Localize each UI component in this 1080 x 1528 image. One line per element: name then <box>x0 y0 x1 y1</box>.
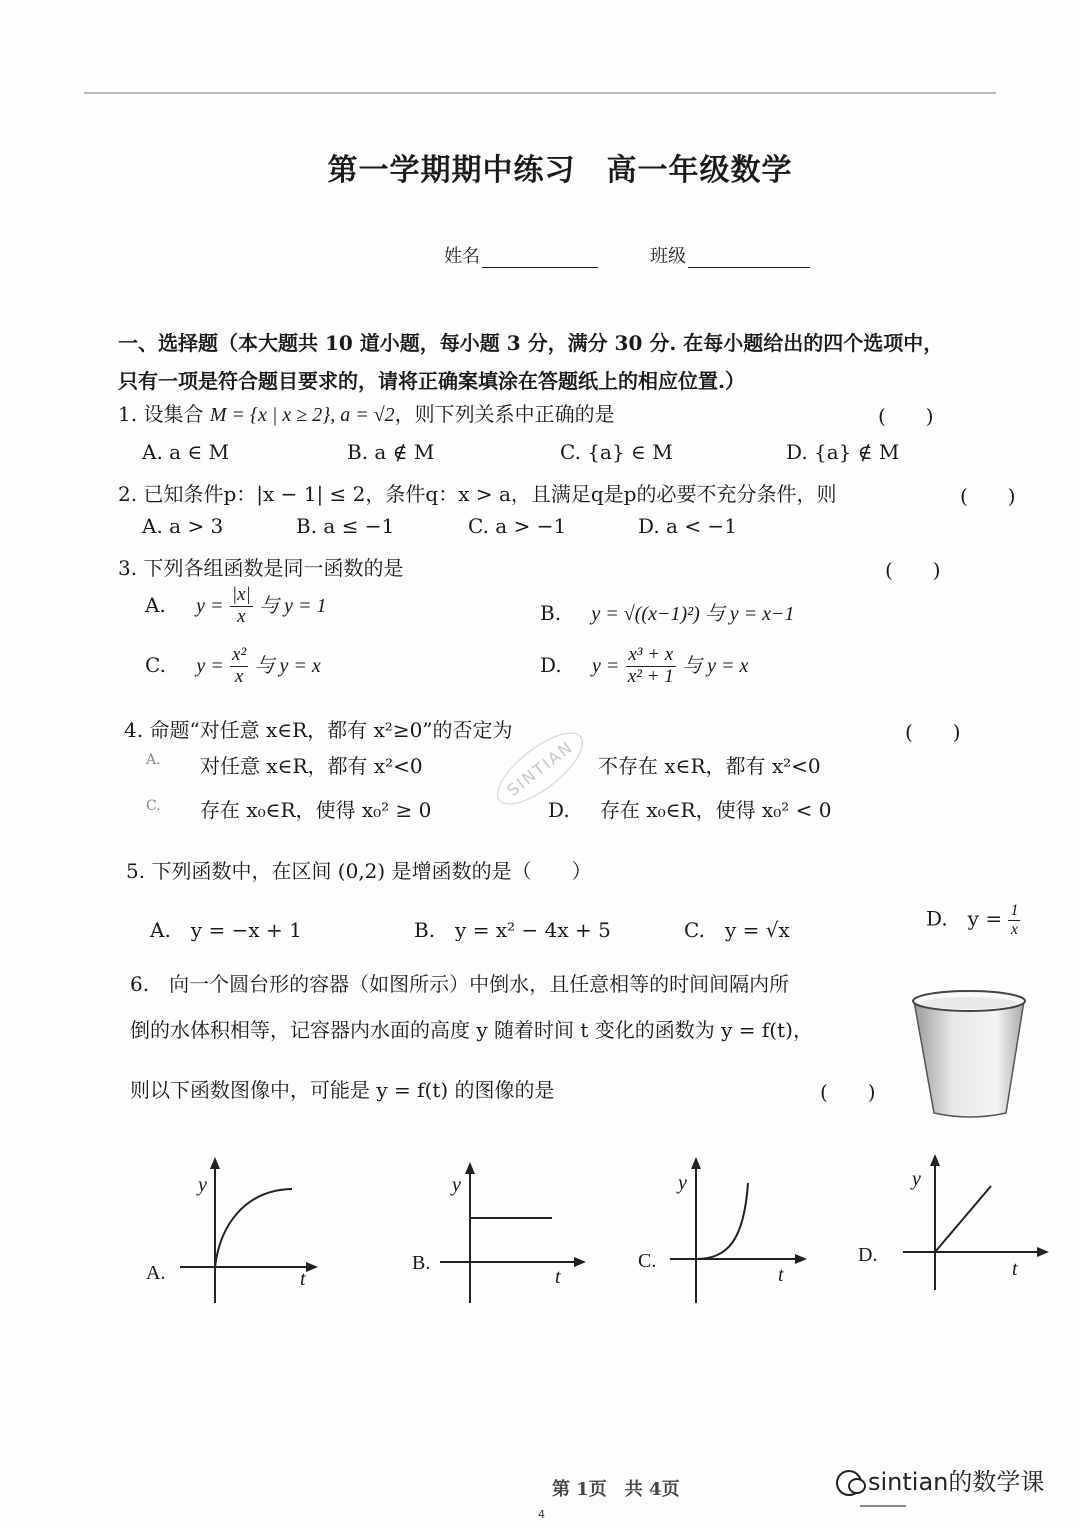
q3-d-frac <box>626 645 676 688</box>
q3-c-pre: y = <box>196 654 224 677</box>
graph-a <box>140 1155 320 1305</box>
q1-tail: ，则下列关系中正确的是 <box>394 402 615 426</box>
q5-d-den: x <box>1010 920 1018 938</box>
q3-b-expr: y = √((x−1)²) 与 y = x−1 <box>591 603 795 625</box>
q3-b-label: B. <box>540 601 562 625</box>
q5-d-num: 1 <box>1010 902 1019 919</box>
q4-option-b: 不存在 x∈R，都有 x²<0 <box>598 754 821 778</box>
q6-line3: 则以下函数图像中，可能是 y = f(t) 的图像的是 <box>130 1078 555 1102</box>
q3-a-pre: y = <box>196 594 224 617</box>
q5-option-b: B. y = x² − 4x + 5 <box>414 918 611 942</box>
q3-option-c <box>145 645 321 688</box>
q4-answer-paren[interactable]: ( ) <box>905 720 961 744</box>
q3-a-label: A. <box>145 592 166 617</box>
class-label: 班级 <box>650 246 686 267</box>
q4-d-label: D. <box>548 798 570 822</box>
q5-d-frac <box>1008 902 1020 938</box>
class-blank[interactable] <box>688 249 810 268</box>
q1-answer-paren[interactable]: ( ) <box>878 404 934 428</box>
page-title: 第一学期期中练习 高一年级数学 <box>327 153 793 188</box>
q4-a-mark: A. <box>146 752 161 768</box>
q3-answer-paren[interactable]: ( ) <box>885 558 941 582</box>
graph-a-y-label: y <box>198 1174 207 1196</box>
graph-a-label: A. <box>146 1262 166 1284</box>
graph-c <box>636 1155 811 1305</box>
section-heading-line1: 一、选择题（本大题共 10 道小题，每小题 3 分，满分 30 分. 在每小题给出的四个选项中， <box>118 331 944 355</box>
q2-option-c: C. a > −1 <box>468 514 567 538</box>
q6-line2: 倒的水体积相等，记容器内水面的高度 y 随着时间 t 变化的函数为 y = f(t)， <box>130 1018 813 1042</box>
q4-option-d <box>548 794 831 823</box>
footer-rule <box>860 1505 906 1507</box>
q5-stem: 5. 下列函数中，在区间 (0,2) 是增函数的是（ ） <box>126 859 592 883</box>
q4-stem: 4. 命题“对任意 x∈R，都有 x²≥0”的否定为 <box>124 718 513 742</box>
q4-option-c: 存在 x₀∈R，使得 x₀² ≥ 0 <box>200 798 432 822</box>
q3-d-pre: y = <box>592 654 620 677</box>
q5-option-c: C. y = √x <box>684 918 790 942</box>
q2-answer-paren[interactable]: ( ) <box>960 484 1016 508</box>
page-footer: 第 1页 共 4页 <box>552 1479 680 1500</box>
graph-d-y-label: y <box>912 1168 921 1190</box>
graph-a-curve <box>215 1189 292 1267</box>
watermark-stamp: SINTIAN <box>486 720 593 816</box>
q1-option-d: D. {a} ∉ M <box>786 440 900 464</box>
q3-a-num: |x| <box>231 584 251 605</box>
graph-c-y-label: y <box>678 1172 687 1194</box>
q4-c-mark: C. <box>146 798 161 814</box>
graph-c-label: C. <box>638 1250 657 1272</box>
q6-answer-paren[interactable]: ( ) <box>820 1080 876 1104</box>
q3-d-label: D. <box>540 652 562 677</box>
q3-a-frac <box>230 585 253 628</box>
q3-d-num: x³ + x <box>626 645 676 667</box>
q5-option-d <box>926 902 1020 938</box>
q1-option-b: B. a ∉ M <box>347 440 435 464</box>
q1-num: 1. 设集合 <box>118 402 204 426</box>
graph-d-label: D. <box>858 1244 878 1266</box>
graph-c-t-label: t <box>778 1264 784 1286</box>
q3-option-d <box>540 645 748 688</box>
page-number: 4 <box>538 1508 545 1521</box>
graph-a-t-label: t <box>300 1268 306 1290</box>
q6-line1: 6. 向一个圆台形的容器（如图所示）中倒水，且任意相等的时间间隔内所 <box>130 972 790 996</box>
graph-b <box>410 1160 590 1305</box>
q4-option-a: 对任意 x∈R，都有 x²<0 <box>200 754 423 778</box>
q4-d-text: 存在 x₀∈R，使得 x₀² < 0 <box>600 798 832 822</box>
q3-option-a <box>145 585 327 628</box>
q2-option-b: B. a ≤ −1 <box>296 514 395 538</box>
q2-option-a: A. a > 3 <box>142 514 224 538</box>
q3-option-b <box>540 597 795 626</box>
q3-c-num: x² <box>232 644 247 665</box>
section-heading-line2: 只有一项是符合题目要求的，请将正确案填涂在答题纸上的相应位置.） <box>118 369 745 393</box>
name-field[interactable] <box>444 242 598 268</box>
graph-d-curve <box>935 1186 991 1252</box>
q3-c-den: x <box>234 665 244 687</box>
q1-option-c: C. {a} ∈ M <box>560 440 673 464</box>
q3-c-frac <box>230 645 248 688</box>
q2-option-d: D. a < −1 <box>638 514 737 538</box>
name-blank[interactable] <box>482 249 598 268</box>
q5-d-label: D. y = <box>926 906 1003 931</box>
frustum-cup-illustration <box>906 985 1036 1125</box>
brand-watermark <box>836 1462 1044 1497</box>
q3-stem: 3. 下列各组函数是同一函数的是 <box>118 556 404 580</box>
q3-c-post: 与 y = x <box>254 654 321 677</box>
q1-option-a: A. a ∈ M <box>142 440 230 464</box>
q3-a-post: 与 y = 1 <box>259 594 327 617</box>
q3-d-post: 与 y = x <box>682 654 749 677</box>
graph-d-t-label: t <box>1012 1258 1018 1280</box>
graph-c-curve <box>696 1183 748 1259</box>
graph-b-y-label: y <box>452 1174 461 1196</box>
top-rule <box>84 92 996 94</box>
brand-text: sintian的数学课 <box>868 1468 1045 1496</box>
graph-b-label: B. <box>412 1252 431 1274</box>
q3-d-den: x² + 1 <box>627 665 674 687</box>
wechat-icon <box>836 1470 862 1496</box>
q1-set: M = {x | x ≥ 2}, a = √2 <box>209 404 395 426</box>
name-label: 姓名 <box>444 246 480 267</box>
q1-stem <box>118 398 615 427</box>
q2-stem: 2. 已知条件p：|x − 1| ≤ 2，条件q：x > a，且满足q是p的必要不充分条件，则 <box>118 482 837 506</box>
class-field[interactable] <box>650 242 810 268</box>
q3-a-den: x <box>237 605 246 627</box>
q3-c-label: C. <box>145 652 166 677</box>
q5-option-a: A. y = −x + 1 <box>150 918 302 942</box>
graph-b-t-label: t <box>555 1266 561 1288</box>
